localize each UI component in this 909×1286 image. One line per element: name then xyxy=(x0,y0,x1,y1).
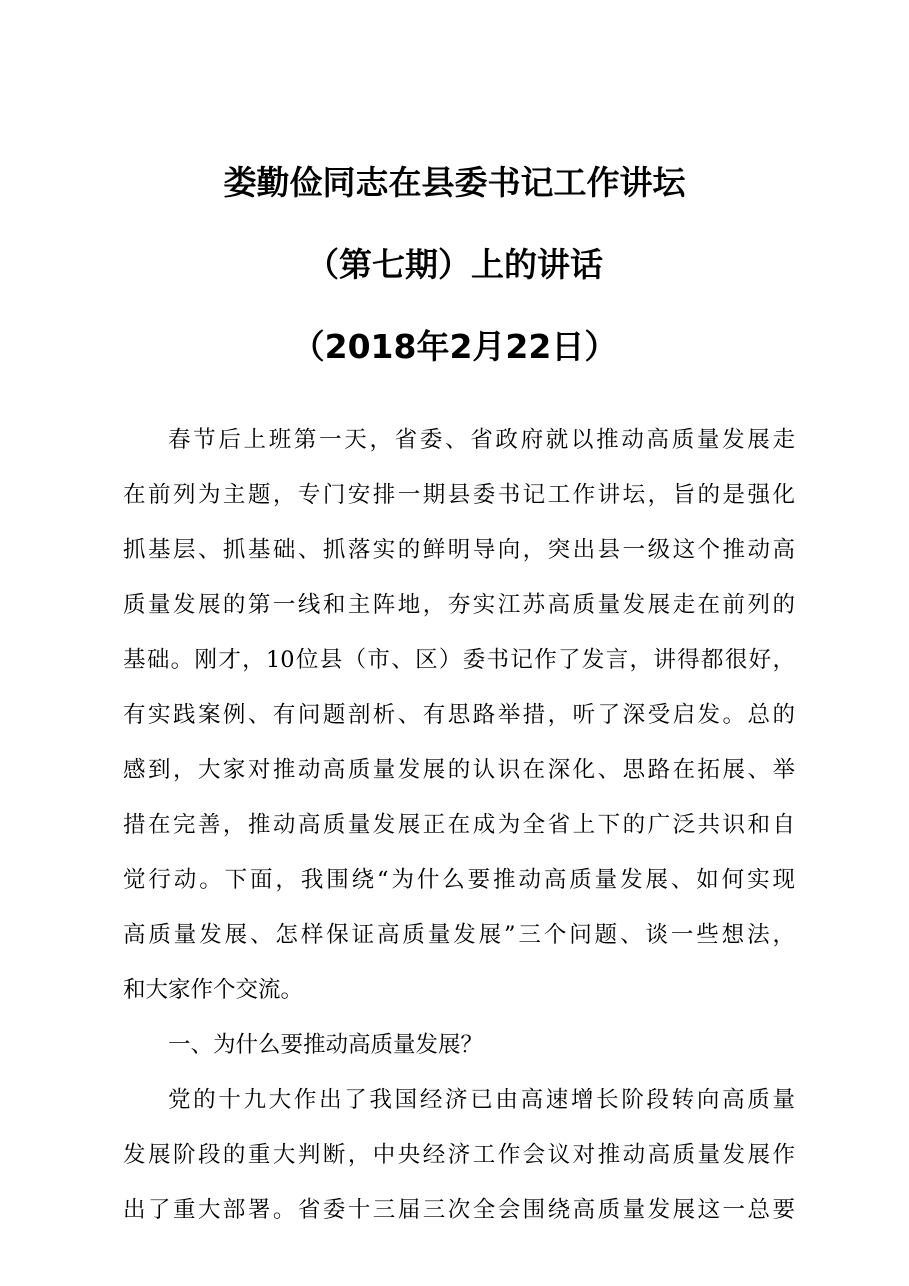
body-line: 质量发展的第一线和主阵地，夯实江苏高质量发展走在前列的 xyxy=(123,592,795,618)
body-line: 发展阶段的重大判断，中央经济工作会议对推动高质量发展作 xyxy=(123,1142,795,1168)
body-line: 在前列为主题，专门安排一期县委书记工作讲坛，旨的是强化 xyxy=(123,482,795,508)
body-line: 抓基层、抓基础、抓落实的鲜明导向，突出县一级这个推动高 xyxy=(123,537,795,563)
body-line: 出了重大部署。省委十三届三次全会围绕高质量发展这一总要 xyxy=(123,1197,795,1223)
document-date: （2018年2月22日） xyxy=(291,327,618,366)
body-line: 措在完善，推动高质量发展正在成为全省上下的广泛共识和自 xyxy=(123,812,795,838)
body-line: 和大家作个交流。 xyxy=(123,977,304,1003)
section-heading: 一、为什么要推动高质量发展？ xyxy=(168,1032,484,1058)
body-line: 有实践案例、有问题剖析、有思路举措，听了深受启发。总的 xyxy=(123,702,795,728)
body-line: 基础。刚才，10位县（市、区）委书记作了发言，讲得都很好， xyxy=(123,647,795,673)
body-line: 春节后上班第一天，省委、省政府就以推动高质量发展走 xyxy=(168,427,795,453)
document-title: 娄勤俭同志在县委书记工作讲坛 xyxy=(223,163,686,202)
document-title-continued: （第七期）上的讲话 xyxy=(306,245,603,284)
body-line: 高质量发展、怎样保证高质量发展”三个问题、谈一些想法， xyxy=(123,922,795,948)
body-line: 感到，大家对推动高质量发展的认识在深化、思路在拓展、举 xyxy=(123,757,795,783)
body-line: 觉行动。下面，我围绕“为什么要推动高质量发展、如何实现 xyxy=(123,867,795,893)
body-line: 党的十九大作出了我国经济已由高速增长阶段转向高质量 xyxy=(168,1087,795,1113)
